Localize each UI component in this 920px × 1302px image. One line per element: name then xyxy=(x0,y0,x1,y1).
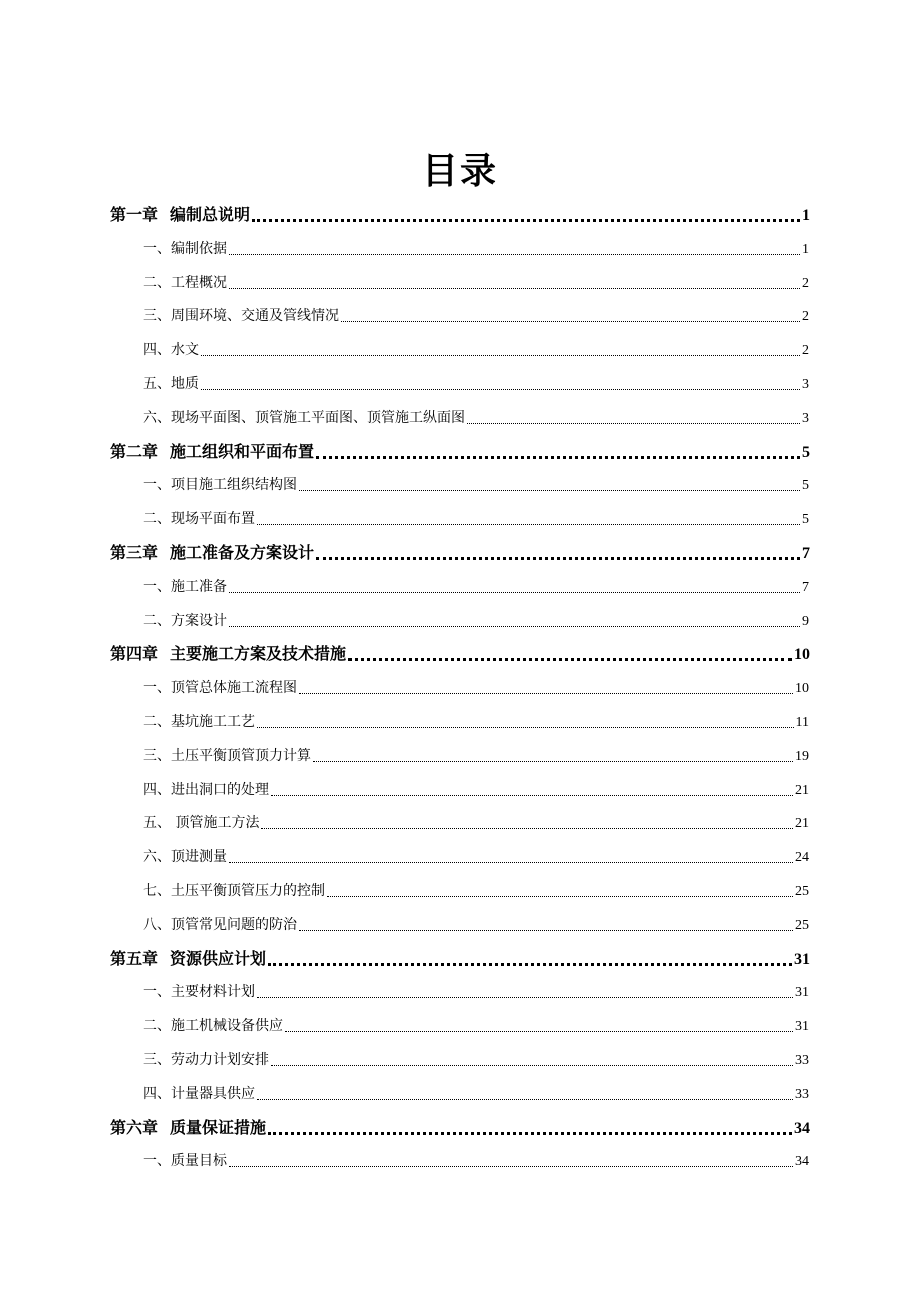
toc-section-entry[interactable] xyxy=(143,709,809,735)
toc-entry-title: 一、质量目标 xyxy=(143,1153,227,1170)
toc-section-entry[interactable] xyxy=(143,472,809,498)
toc-entry-label xyxy=(143,810,259,836)
toc-page-number: 33 xyxy=(795,1053,809,1068)
dot-leader xyxy=(299,930,793,931)
chapter-number: 第二章 xyxy=(110,441,159,461)
dot-leader xyxy=(229,254,800,255)
toc-page-number: 24 xyxy=(795,850,809,866)
toc-entry-title: 资源供应计划 xyxy=(170,948,267,968)
toc-page-number: 25 xyxy=(795,917,809,933)
toc-page-number: 5 xyxy=(802,478,809,494)
chapter-number: 第一章 xyxy=(110,205,159,224)
toc-entry-title: 施工准备及方案设计 xyxy=(170,543,315,562)
toc-entry-label xyxy=(143,912,297,938)
toc-entry-label xyxy=(143,236,227,262)
dot-leader xyxy=(201,355,800,356)
toc-entry-label xyxy=(143,979,255,1005)
toc-entry-title: 二、现场平面布置 xyxy=(143,511,255,528)
toc-page-number: 7 xyxy=(802,579,809,595)
toc-section-entry[interactable] xyxy=(143,1047,809,1073)
toc-entry-label xyxy=(110,641,346,667)
toc-section-entry[interactable] xyxy=(143,303,809,329)
toc-entry-title: 编制总说明 xyxy=(170,205,251,224)
toc-section-entry[interactable] xyxy=(143,1081,809,1107)
toc-section-entry[interactable] xyxy=(143,608,809,634)
toc-section-entry[interactable] xyxy=(143,1013,809,1039)
toc-entry-label xyxy=(143,1148,227,1174)
toc-entry-label xyxy=(110,439,314,465)
toc-entry-label xyxy=(110,540,314,566)
dot-leader xyxy=(271,795,793,796)
toc-entry-title: 二、基坑施工工艺 xyxy=(143,714,255,730)
toc-page-number: 10 xyxy=(795,681,809,697)
toc-section-entry[interactable] xyxy=(143,844,809,870)
toc-entry-title: 四、水文 xyxy=(143,342,199,359)
toc-entry-label xyxy=(143,303,339,329)
toc-section-entry[interactable] xyxy=(143,675,809,701)
toc-entry-label xyxy=(143,844,227,870)
toc-entry-title: 二、施工机械设备供应 xyxy=(143,1018,283,1035)
toc-entry-title: 主要施工方案及技术措施 xyxy=(170,644,347,664)
dot-leader xyxy=(252,219,800,222)
toc-page-number: 9 xyxy=(802,613,809,629)
dot-leader xyxy=(257,727,794,728)
toc-entry-label xyxy=(143,777,269,803)
toc-entry-label xyxy=(143,574,227,600)
dot-leader xyxy=(285,1031,793,1032)
toc-entry-title: 施工组织和平面布置 xyxy=(170,441,315,461)
toc-page-number: 1 xyxy=(802,241,809,257)
toc-page-number: 19 xyxy=(795,748,809,764)
toc-entry-title: 四、计量器具供应 xyxy=(143,1085,255,1102)
dot-leader xyxy=(313,761,793,762)
toc-page-number: 2 xyxy=(802,275,809,291)
toc-entry-label xyxy=(143,1047,269,1073)
dot-leader xyxy=(229,1166,793,1167)
dot-leader xyxy=(271,1065,793,1066)
toc-page-number: 34 xyxy=(795,1154,809,1170)
toc-page-number: 5 xyxy=(802,443,810,461)
toc-section-entry[interactable] xyxy=(143,777,809,803)
toc-entry-label xyxy=(110,202,250,228)
toc-entry-title: 六、现场平面图、顶管施工平面图、顶管施工纵面图 xyxy=(143,409,465,426)
toc-entry-title: 一、项目施工组织结构图 xyxy=(143,477,297,494)
toc-section-entry[interactable] xyxy=(143,878,809,904)
toc-entry-label xyxy=(143,1013,283,1039)
toc-section-entry[interactable] xyxy=(143,743,809,769)
toc-entry-title: 质量保证措施 xyxy=(170,1117,267,1137)
toc-entry-title: 五、 顶管施工方法 xyxy=(143,815,260,832)
dot-leader xyxy=(268,1132,792,1135)
dot-leader xyxy=(229,862,793,863)
toc-page-number: 5 xyxy=(802,512,809,528)
dot-leader xyxy=(229,288,800,289)
toc-page-number: 31 xyxy=(794,950,810,968)
toc-chapter-entry[interactable] xyxy=(110,946,810,972)
chapter-number: 第三章 xyxy=(110,543,159,562)
toc-page-number: 2 xyxy=(802,343,809,359)
toc-chapter-entry[interactable] xyxy=(110,202,810,228)
toc-page-number: 21 xyxy=(795,816,809,832)
toc-chapter-entry[interactable] xyxy=(110,641,810,667)
dot-leader xyxy=(229,626,800,627)
toc-section-entry[interactable] xyxy=(143,574,809,600)
toc-section-entry[interactable] xyxy=(143,506,809,532)
chapter-number: 第四章 xyxy=(110,644,159,664)
toc-entry-label xyxy=(143,405,465,431)
dot-leader xyxy=(348,658,792,661)
chapter-number: 第六章 xyxy=(110,1117,159,1137)
chapter-number: 第五章 xyxy=(110,948,159,968)
toc-entry-title: 三、劳动力计划安排 xyxy=(143,1052,269,1068)
toc-entry-title: 一、施工准备 xyxy=(143,578,227,595)
dot-leader xyxy=(268,963,792,966)
toc-section-entry[interactable] xyxy=(143,810,809,836)
toc-entry-label xyxy=(143,472,297,498)
dot-leader xyxy=(341,321,800,322)
toc-entry-label xyxy=(110,946,266,972)
toc-entry-label xyxy=(143,709,255,735)
toc-entry-label xyxy=(143,878,325,904)
dot-leader xyxy=(257,1099,793,1100)
dot-leader xyxy=(257,524,800,525)
dot-leader xyxy=(257,997,793,998)
toc-page-number: 10 xyxy=(794,646,810,664)
toc-entry-label xyxy=(143,743,311,769)
dot-leader xyxy=(327,896,793,897)
toc-page-number: 3 xyxy=(802,377,809,392)
toc-entry-title: 六、顶进测量 xyxy=(143,849,227,866)
toc-entry-title: 三、周围环境、交通及管线情况 xyxy=(143,308,339,325)
toc-page-number: 31 xyxy=(795,985,809,1001)
toc-page-number: 7 xyxy=(802,545,810,562)
toc-entry-title: 二、工程概况 xyxy=(143,274,227,291)
toc-chapter-entry[interactable] xyxy=(110,439,810,465)
toc-entry-label xyxy=(143,371,199,397)
toc-chapter-entry[interactable] xyxy=(110,1115,810,1141)
toc-section-entry[interactable] xyxy=(143,979,809,1005)
toc-chapter-entry[interactable] xyxy=(110,540,810,566)
dot-leader xyxy=(261,828,793,829)
dot-leader xyxy=(299,693,793,694)
toc-entry-label xyxy=(110,1115,266,1141)
toc-entry-label xyxy=(143,1081,255,1107)
dot-leader xyxy=(201,389,800,390)
dot-leader xyxy=(229,592,800,593)
toc-page-number: 25 xyxy=(795,884,809,899)
toc-section-entry[interactable] xyxy=(143,337,809,363)
toc-entry-title: 一、编制依据 xyxy=(143,240,227,257)
toc-page-number: 2 xyxy=(802,309,809,325)
toc-section-entry[interactable] xyxy=(143,371,809,397)
toc-entry-label xyxy=(143,608,227,634)
toc-entry-title: 四、进出洞口的处理 xyxy=(143,781,269,798)
toc-entry-title: 一、主要材料计划 xyxy=(143,984,255,1001)
toc-entry-title: 五、地质 xyxy=(143,376,199,392)
toc-entry-title: 一、顶管总体施工流程图 xyxy=(143,680,297,697)
dot-leader xyxy=(316,557,800,560)
toc-entry-title: 二、方案设计 xyxy=(143,612,227,629)
toc-page-number: 3 xyxy=(802,410,809,426)
dot-leader xyxy=(467,423,800,424)
toc-page-number: 21 xyxy=(795,782,809,798)
toc-section-entry[interactable] xyxy=(143,236,809,262)
toc-section-entry[interactable] xyxy=(143,912,809,938)
toc-entry-label xyxy=(143,506,255,532)
toc-entry-label xyxy=(143,675,297,701)
dot-leader xyxy=(299,490,800,491)
dot-leader xyxy=(316,456,800,459)
toc-page-number: 1 xyxy=(802,207,810,224)
toc-entry-title: 八、顶管常见问题的防治 xyxy=(143,916,297,933)
toc-entry-label xyxy=(143,337,199,363)
toc-page-number: 34 xyxy=(794,1119,810,1137)
toc-section-entry[interactable] xyxy=(143,270,809,296)
toc-section-entry[interactable] xyxy=(143,405,809,431)
toc-entry-title: 三、土压平衡顶管顶力计算 xyxy=(143,747,311,764)
toc-entry-label xyxy=(143,270,227,296)
toc-entry-title: 七、土压平衡顶管压力的控制 xyxy=(143,883,325,899)
toc-page-number: 31 xyxy=(795,1019,809,1035)
toc-page-number: 11 xyxy=(795,715,809,730)
page-title: 目录 xyxy=(421,150,498,192)
toc-page-number: 33 xyxy=(795,1086,809,1102)
toc-section-entry[interactable] xyxy=(143,1148,809,1174)
